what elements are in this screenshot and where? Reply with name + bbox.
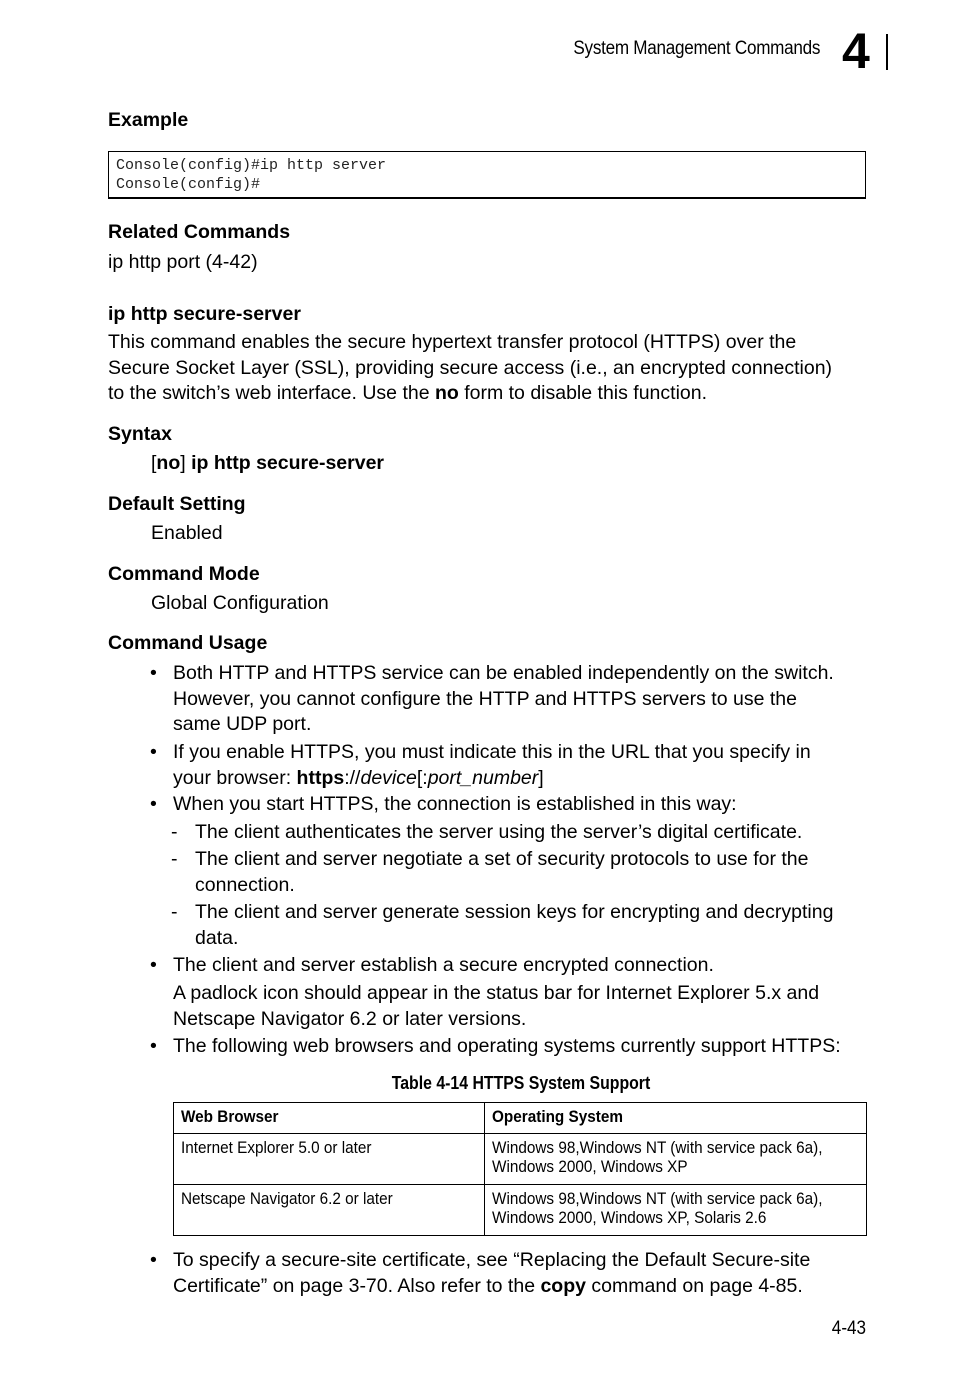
usage-item — [173, 661, 834, 738]
command-keyword: copy — [540, 1274, 586, 1297]
usage-line: The client and server negotiate a set of security protocols to use for the — [195, 848, 809, 870]
mode-heading: Command Mode — [108, 563, 260, 585]
usage-heading: Command Usage — [108, 632, 268, 654]
usage-text: Certificate” on page 3-70. Also refer to the — [173, 1274, 541, 1297]
table-cell — [174, 1185, 485, 1236]
url-scheme: https — [296, 766, 345, 789]
table-cell — [484, 1134, 866, 1185]
bullet: • — [150, 1249, 157, 1271]
usage-text: ] — [538, 766, 544, 789]
bullet: • — [150, 793, 157, 815]
page-number: 4-43 — [831, 1318, 866, 1339]
cell-text: Windows 98,Windows NT (with service pack 6a), — [491, 1189, 823, 1208]
usage-line: A padlock icon should appear in the status bar for Internet Explorer 5.x and — [173, 982, 820, 1004]
code-example — [108, 151, 866, 199]
usage-line: If you enable HTTPS, you must indicate this in the URL that you specify in — [173, 741, 811, 763]
cell-text: Netscape Navigator 6.2 or later — [181, 1189, 393, 1208]
bullet: • — [150, 954, 157, 976]
command-title: ip http secure-server — [108, 303, 301, 325]
syntax-command: ip http secure-server — [191, 452, 384, 474]
usage-line: Netscape Navigator 6.2 or later versions. — [173, 1007, 527, 1030]
usage-text: :// — [344, 766, 361, 789]
usage-item: When you start HTTPS, the connection is established in this way: — [173, 793, 737, 815]
usage-subitem — [195, 847, 809, 898]
usage-text: command on page 4-85. — [585, 1274, 803, 1297]
dash: - — [171, 821, 178, 843]
usage-line: connection. — [195, 873, 295, 896]
usage-line: Both HTTP and HTTPS service can be enabled independently on the switch. — [173, 662, 834, 684]
syntax-bracket: ] — [180, 452, 192, 474]
column-header — [484, 1103, 866, 1134]
table-cell — [174, 1134, 485, 1185]
usage-text: your browser: — [173, 766, 297, 789]
cell-text: Windows 98,Windows NT (with service pack 6a), — [491, 1138, 823, 1157]
cell-text: Windows 2000, Windows XP, Solaris 2.6 — [491, 1208, 767, 1227]
url-port: port_number — [427, 766, 539, 789]
usage-item — [173, 740, 811, 791]
table-caption: Table 4-14 HTTPS System Support — [391, 1073, 651, 1093]
syntax-heading: Syntax — [108, 423, 172, 445]
desc-line: Secure Socket Layer (SSL), providing secure access (i.e., an encrypted connection) — [108, 356, 833, 379]
code-line: Console(config)# — [116, 175, 261, 193]
example-heading: Example — [108, 109, 189, 131]
usage-text: [: — [416, 766, 428, 789]
usage-line: data. — [195, 926, 239, 949]
usage-line: To specify a secure-site certificate, see “Replacing the Default Secure-site — [173, 1249, 811, 1271]
table-row — [174, 1134, 867, 1185]
column-header-label: Web Browser — [181, 1107, 279, 1126]
related-text: ip http port (4-42) — [108, 251, 258, 273]
column-header — [174, 1103, 485, 1134]
related-heading: Related Commands — [108, 221, 291, 243]
chapter-bar — [886, 34, 888, 70]
bullet: • — [150, 662, 157, 684]
default-value: Enabled — [151, 522, 223, 544]
code-line: Console(config)#ip http server — [116, 157, 387, 174]
table-header-row — [174, 1103, 867, 1134]
column-header-label: Operating System — [491, 1107, 623, 1126]
command-desc — [108, 330, 832, 407]
url-device: device — [360, 766, 417, 789]
usage-line: same UDP port. — [173, 713, 312, 735]
chapter-number: 4 — [842, 23, 870, 79]
usage-item: The client and server establish a secure encrypted connection. — [173, 954, 714, 976]
dash: - — [171, 848, 178, 870]
dash: - — [171, 901, 178, 923]
desc-text: to the switch’s web interface. Use the — [108, 382, 435, 404]
usage-item — [173, 1248, 810, 1299]
mode-value: Global Configuration — [151, 592, 329, 614]
default-heading: Default Setting — [108, 493, 246, 515]
syntax-line — [151, 451, 384, 477]
usage-line — [173, 766, 811, 792]
bullet: • — [150, 1035, 157, 1057]
usage-subitem: The client authenticates the server using the server’s digital certificate. — [195, 821, 803, 843]
https-support-table — [173, 1102, 867, 1236]
cell-text: Windows 2000, Windows XP — [491, 1157, 688, 1176]
usage-subitem — [195, 900, 833, 951]
syntax-bracket: [ — [151, 452, 157, 474]
bullet: • — [150, 741, 157, 763]
usage-line — [173, 1274, 810, 1300]
usage-line: The client and server generate session keys for encrypting and decrypting — [195, 901, 834, 923]
usage-line: However, you cannot configure the HTTP and HTTPS servers to use the — [173, 687, 797, 710]
usage-paragraph — [173, 981, 819, 1032]
usage-item: The following web browsers and operating systems currently support HTTPS: — [173, 1035, 841, 1057]
desc-text: form to disable this function. — [458, 382, 708, 404]
desc-line: This command enables the secure hypertext transfer protocol (HTTPS) over the — [108, 331, 797, 353]
running-header: System Management Commands — [573, 38, 820, 59]
table-cell — [484, 1185, 866, 1236]
desc-keyword: no — [434, 382, 459, 404]
cell-text: Internet Explorer 5.0 or later — [181, 1138, 372, 1157]
syntax-no: no — [156, 452, 181, 474]
table-row — [174, 1185, 867, 1236]
desc-line — [108, 381, 832, 407]
